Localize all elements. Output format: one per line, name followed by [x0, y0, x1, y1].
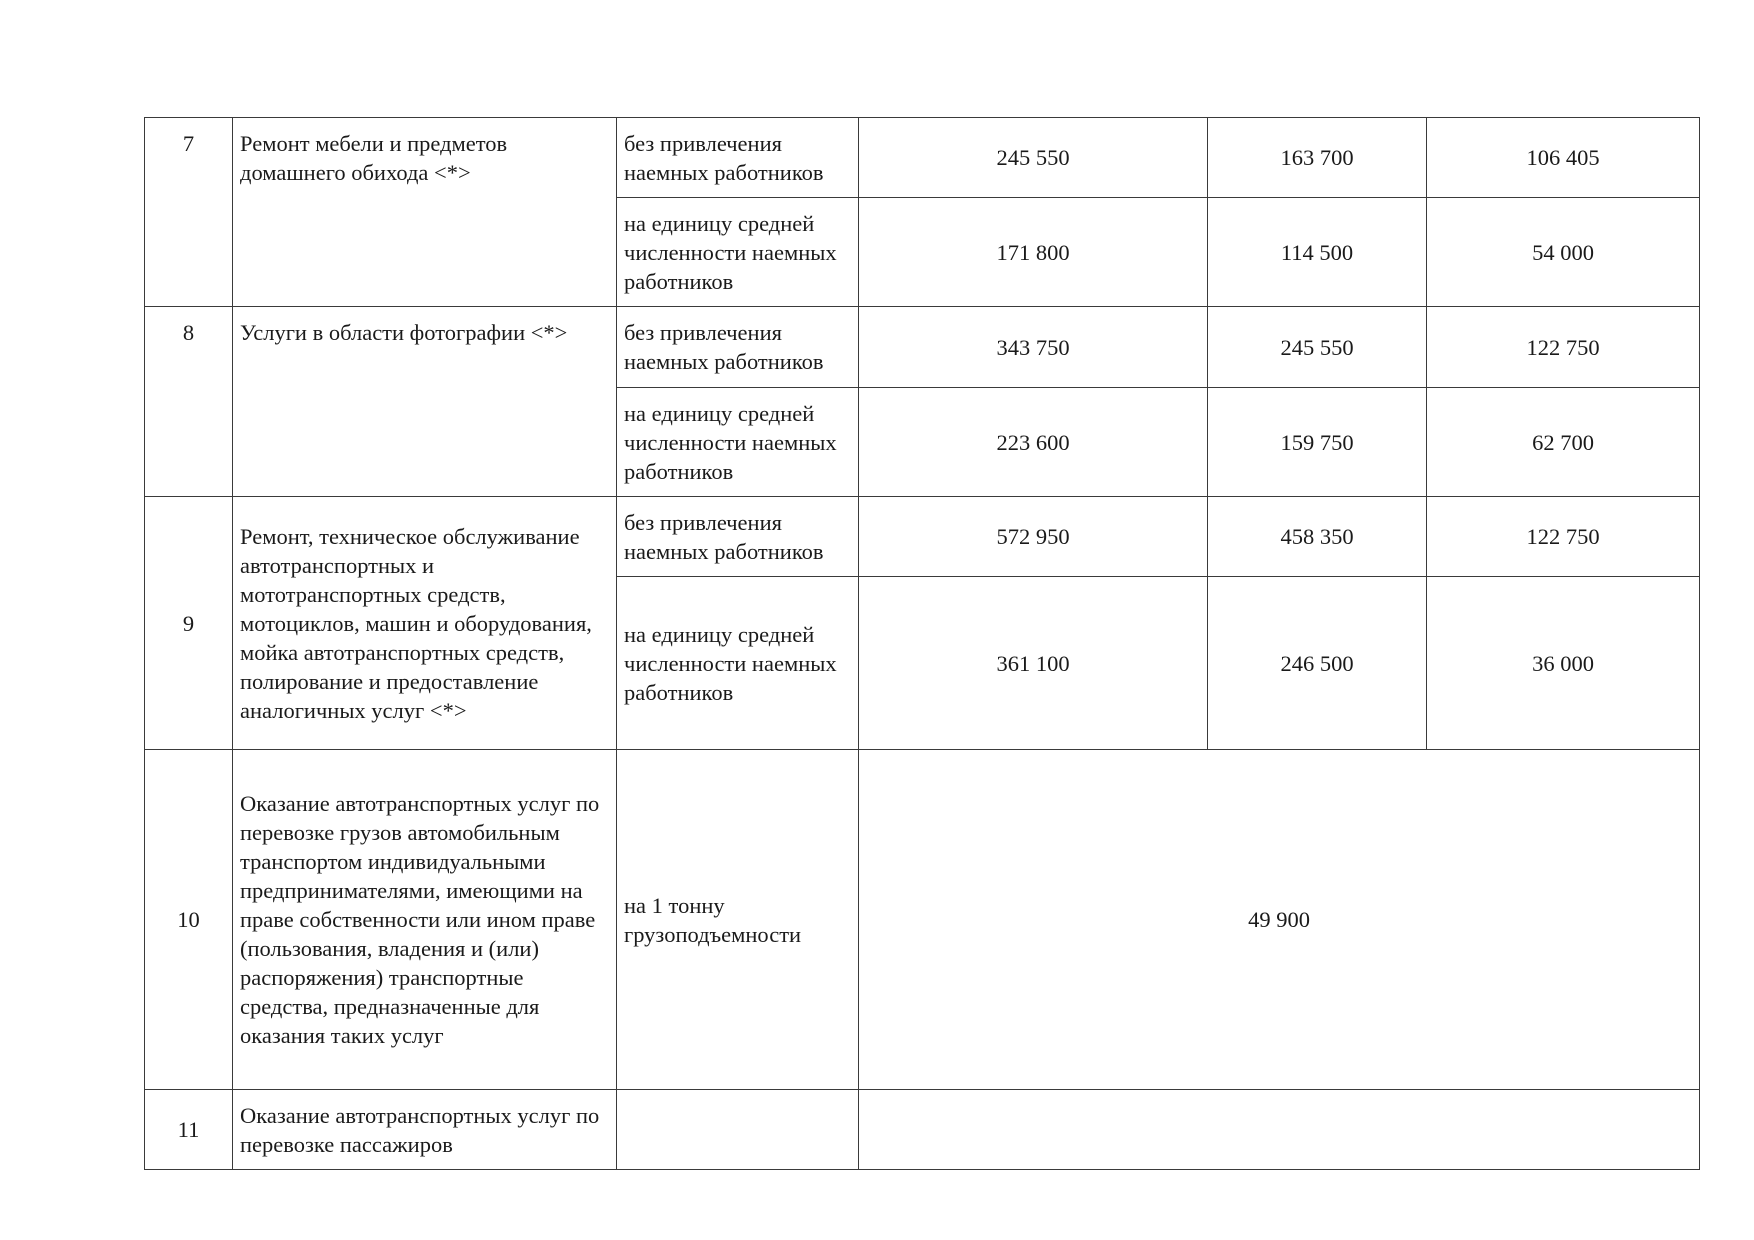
- table-row: [145, 1090, 1700, 1170]
- value-cell-merged: 49 900: [859, 750, 1700, 1090]
- row-number: 8: [145, 307, 233, 497]
- value-cell: 36 000: [1427, 577, 1700, 750]
- row-number: 7: [145, 118, 233, 307]
- value-cell: 245 550: [859, 118, 1208, 198]
- condition-label: без привлечения наемных работников: [617, 307, 859, 388]
- value-cell: 163 700: [1208, 118, 1427, 198]
- value-cell: 106 405: [1427, 118, 1700, 198]
- row-number: 10: [145, 750, 233, 1090]
- condition-label: на единицу средней численности наемных работников: [617, 198, 859, 307]
- condition-label: на единицу средней численности наемных работников: [617, 577, 859, 750]
- value-cell-merged: [859, 1090, 1700, 1170]
- row-number: 9: [145, 497, 233, 750]
- value-cell: 223 600: [859, 388, 1208, 497]
- value-cell: 54 000: [1427, 198, 1700, 307]
- activity-name: Ремонт, техническое обслуживание автотранспортных и мототранспортных средств, мотоциклов, машин и оборудования, мойка автотранспортных средств, полирование и предоставление аналогичных услуг <*>: [233, 497, 617, 750]
- value-cell: 245 550: [1208, 307, 1427, 388]
- value-cell: 246 500: [1208, 577, 1427, 750]
- row-number: 11: [145, 1090, 233, 1170]
- value-cell: 122 750: [1427, 497, 1700, 577]
- condition-label: без привлечения наемных работников: [617, 497, 859, 577]
- value-cell: 171 800: [859, 198, 1208, 307]
- value-cell: 122 750: [1427, 307, 1700, 388]
- income-table: [144, 117, 1700, 1170]
- value-cell: 159 750: [1208, 388, 1427, 497]
- value-cell: 361 100: [859, 577, 1208, 750]
- value-cell: 62 700: [1427, 388, 1700, 497]
- value-cell: 572 950: [859, 497, 1208, 577]
- condition-label: без привлечения наемных работников: [617, 118, 859, 198]
- condition-label: на единицу средней численности наемных работников: [617, 388, 859, 497]
- table-row: [145, 118, 1700, 198]
- value-cell: 114 500: [1208, 198, 1427, 307]
- activity-name: Услуги в области фотографии <*>: [233, 307, 617, 497]
- table-row: [145, 750, 1700, 1090]
- activity-name: Оказание автотранспортных услуг по перевозке пассажиров: [233, 1090, 617, 1170]
- value-cell: 343 750: [859, 307, 1208, 388]
- table-row: [145, 497, 1700, 577]
- activity-name: Ремонт мебели и предметов домашнего обихода <*>: [233, 118, 617, 307]
- table-row: [145, 307, 1700, 388]
- activity-name: Оказание автотранспортных услуг по перевозке грузов автомобильным транспортом индивидуальными предпринимателями, имеющими на праве собственности или ином праве (пользования, владения и (или) распоряжения) транспортные средства, предназначенные для оказания таких услуг: [233, 750, 617, 1090]
- condition-label: [617, 1090, 859, 1170]
- value-cell: 458 350: [1208, 497, 1427, 577]
- condition-label: на 1 тонну грузоподъемности: [617, 750, 859, 1090]
